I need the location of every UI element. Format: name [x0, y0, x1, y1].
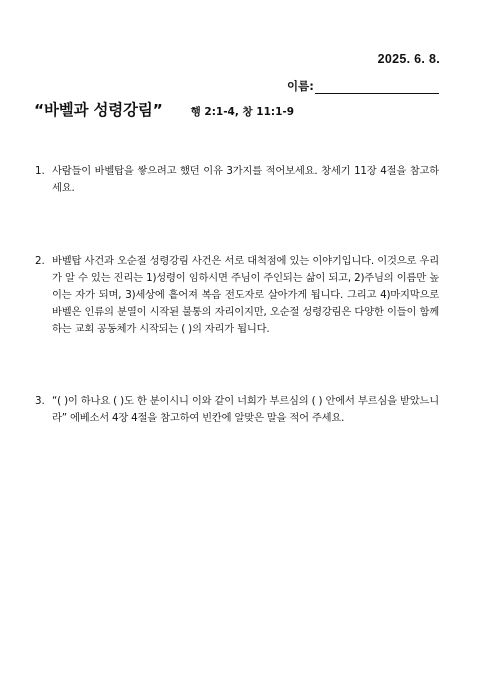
- name-label: 이름:: [287, 79, 314, 93]
- question-number: 3.: [35, 395, 45, 407]
- name-blank-line[interactable]: [315, 79, 439, 94]
- date: 2025. 6. 8.: [377, 52, 440, 66]
- question-3: [35, 393, 439, 427]
- question-1: [35, 163, 439, 197]
- question-number: 2.: [35, 255, 45, 267]
- question-text: 바벨탑 사건과 오순절 성령강림 사건은 서로 대척점에 있는 이야기입니다. 이것으로 우리가 알 수 있는 진리는 1)성령이 임하시면 주님이 주인되는 삶이 되고, 2)주님의 이름만 높이는 자가 되며, 3)세상에 흩어져 복음 전도자로 살아가게 됩니다. 그리고 4)마지막으로 바벨은 인류의 분열이 시작된 불통의 자리이지만, 오순절 성령강림은 다양한 이들이 함께하는 교회 공동체가 시작되는 ( )의 자리가 됩니다.: [52, 255, 439, 335]
- question-2: [35, 253, 439, 338]
- name-field[interactable]: [287, 78, 439, 94]
- title-row: [34, 98, 294, 120]
- question-number: 1.: [35, 165, 45, 177]
- page-title: “바벨과 성령강림”: [34, 101, 163, 119]
- question-text: “( )이 하나요 ( )도 한 분이시니 이와 같이 너희가 부르심의 ( ) 안에서 부르심을 받았느니라” 에베소서 4장 4절을 참고하여 빈칸에 알맞은 말을 적어 주세요.: [52, 395, 439, 424]
- question-text: 사람들이 바벨탑을 쌓으려고 했던 이유 3가지를 적어보세요. 창세기 11장 4절을 참고하세요.: [52, 165, 439, 194]
- scripture-reference: 행 2:1-4, 창 11:1-9: [190, 106, 295, 118]
